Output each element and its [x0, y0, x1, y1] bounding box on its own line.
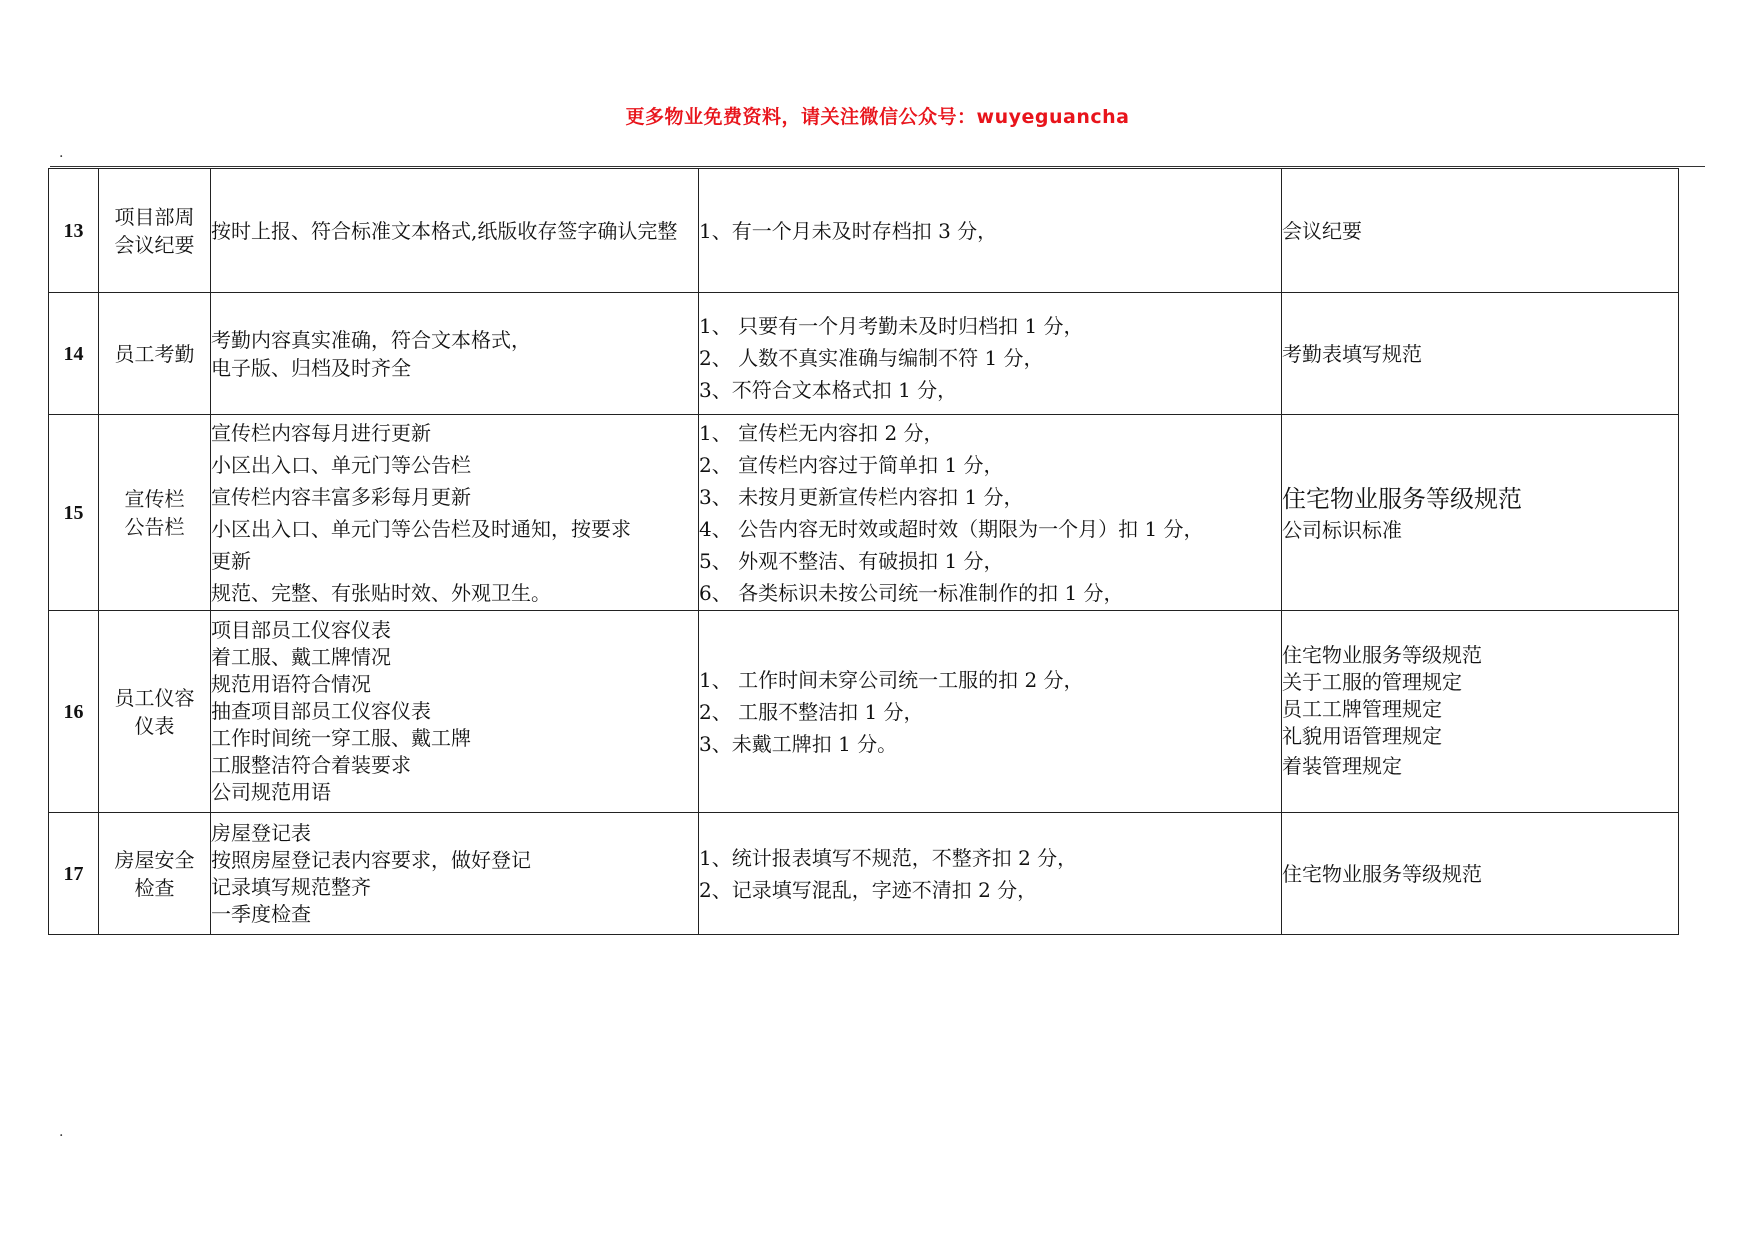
basis-cell: 住宅物业服务等级规范 公司标识标准 — [1282, 415, 1679, 611]
row-number: 16 — [49, 611, 99, 813]
header-rule — [50, 166, 1705, 167]
requirements-cell: 考勤内容真实准确，符合文本格式， 电子版、归档及时齐全 — [211, 293, 699, 415]
row-number: 14 — [49, 293, 99, 415]
table-row — [49, 611, 1679, 813]
row-number: 17 — [49, 813, 99, 935]
row-number: 13 — [49, 169, 99, 293]
table-row — [49, 169, 1679, 293]
item-name: 宣传栏 公告栏 — [99, 415, 211, 611]
evaluation-table — [48, 168, 1679, 935]
item-name: 房屋安全 检查 — [99, 813, 211, 935]
table-row — [49, 415, 1679, 611]
deductions-cell: 1、 工作时间未穿公司统一工服的扣 2 分， 2、 工服不整洁扣 1 分， 3、未戴工牌扣 1 分。 — [699, 611, 1282, 813]
basis-cell: 住宅物业服务等级规范 关于工服的管理规定 员工工牌管理规定 礼貌用语管理规定 着装管理规定 — [1282, 611, 1679, 813]
footer-dot: . — [59, 1124, 64, 1140]
basis-cell: 考勤表填写规范 — [1282, 293, 1679, 415]
requirements-cell: 房屋登记表 按照房屋登记表内容要求，做好登记 记录填写规范整齐 一季度检查 — [211, 813, 699, 935]
item-name: 员工考勤 — [99, 293, 211, 415]
item-name: 员工仪容 仪表 — [99, 611, 211, 813]
deductions-cell: 1、统计报表填写不规范，不整齐扣 2 分， 2、记录填写混乱，字迹不清扣 2 分， — [699, 813, 1282, 935]
deductions-cell: 1、 宣传栏无内容扣 2 分， 2、 宣传栏内容过于简单扣 1 分， 3、 未按月更新宣传栏内容扣 1 分， 4、 公告内容无时效或超时效（期限为一个月）扣 1 分， 5、 外观不整洁、有破损扣 1 分， 6、 各类标识未按公司统一标准制作的扣 1 分， — [699, 415, 1282, 611]
table-row — [49, 813, 1679, 935]
item-name: 项目部周 会议纪要 — [99, 169, 211, 293]
table-row — [49, 293, 1679, 415]
header-dot: . — [59, 145, 64, 161]
row-number: 15 — [49, 415, 99, 611]
deductions-cell: 1、 只要有一个月考勤未及时归档扣 1 分， 2、 人数不真实准确与编制不符 1 分， 3、不符合文本格式扣 1 分， — [699, 293, 1282, 415]
requirements-cell: 按时上报、符合标准文本格式,纸版收存签字确认完整 — [211, 169, 699, 293]
requirements-cell: 宣传栏内容每月进行更新 小区出入口、单元门等公告栏 宣传栏内容丰富多彩每月更新 小区出入口、单元门等公告栏及时通知，按要求 更新 规范、完整、有张贴时效、外观卫生。 — [211, 415, 699, 611]
requirements-cell: 项目部员工仪容仪表 着工服、戴工牌情况 规范用语符合情况 抽查项目部员工仪容仪表 工作时间统一穿工服、戴工牌 工服整洁符合着装要求 公司规范用语 — [211, 611, 699, 813]
basis-cell: 会议纪要 — [1282, 169, 1679, 293]
deductions-cell: 1、有一个月未及时存档扣 3 分， — [699, 169, 1282, 293]
header-banner: 更多物业免费资料，请关注微信公众号：wuyeguancha — [625, 106, 1130, 128]
basis-cell: 住宅物业服务等级规范 — [1282, 813, 1679, 935]
